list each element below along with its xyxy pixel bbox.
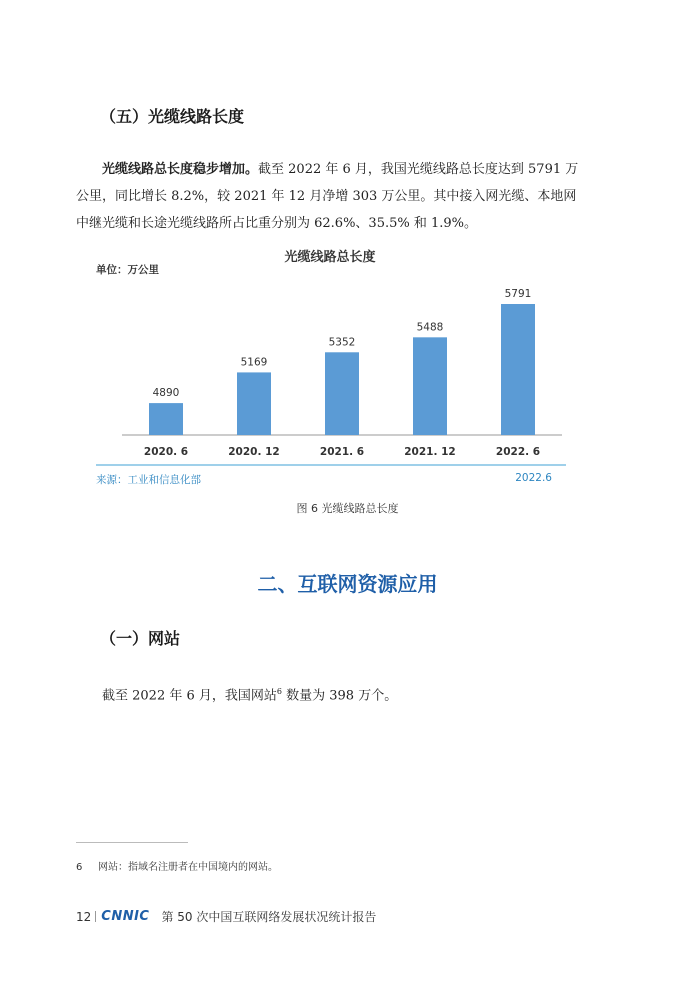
footnote-divider bbox=[76, 842, 188, 843]
chart-plot bbox=[88, 240, 572, 465]
chart-date: 2022.6 bbox=[515, 472, 552, 484]
chart-divider bbox=[96, 464, 566, 466]
chart-bar bbox=[237, 372, 271, 435]
x-tick-label: 2020. 6 bbox=[143, 446, 189, 458]
paragraph-text: 截至 2022 年 6 月，我国光缆线路总长度达到 5791 万 bbox=[258, 162, 579, 177]
chart-unit-label: 单位：万公里 bbox=[96, 264, 159, 276]
paragraph-website bbox=[102, 678, 397, 709]
data-label: 5169 bbox=[240, 356, 268, 369]
footer-separator bbox=[95, 911, 96, 922]
paragraph-text: 数量为 398 万个。 bbox=[281, 688, 398, 704]
section-heading: （五）光缆线路长度 bbox=[100, 107, 245, 126]
chart-bar bbox=[325, 352, 359, 435]
chart-title: 光缆线路总长度 bbox=[284, 250, 376, 265]
chart-source: 来源：工业和信息化部 bbox=[96, 474, 201, 486]
paragraph-line: 中继光缆和长途光缆线路所占比重分别为 62.6%、35.5% 和 1.9%。 bbox=[76, 216, 478, 231]
data-label: 5352 bbox=[328, 336, 356, 349]
chart-bar bbox=[149, 403, 183, 435]
report-title: 第 50 次中国互联网络发展状况统计报告 bbox=[161, 910, 377, 924]
chart-bar bbox=[501, 304, 535, 435]
subsection-heading: （一）网站 bbox=[100, 629, 181, 648]
footnote-ref[interactable]: 6 bbox=[276, 687, 282, 696]
cnnic-logo: CNNIC bbox=[101, 909, 150, 924]
x-tick-label: 2021. 6 bbox=[319, 446, 365, 458]
bar-chart bbox=[88, 240, 572, 495]
data-label: 4890 bbox=[152, 387, 180, 400]
paragraph-lead: 光缆线路总长度稳步增加。 bbox=[102, 162, 259, 177]
page-footer bbox=[76, 908, 376, 925]
footnote-text: 网站：指域名注册者在中国境内的网站。 bbox=[98, 862, 278, 873]
x-tick-label: 2022. 6 bbox=[495, 446, 541, 458]
paragraph-line: 公里，同比增长 8.2%，较 2021 年 12 月净增 303 万公里。其中接入网光缆、本地网 bbox=[76, 189, 577, 204]
chart-bar bbox=[413, 337, 447, 435]
footnote bbox=[76, 858, 278, 873]
x-tick-label: 2020. 12 bbox=[228, 446, 280, 458]
paragraph-fiber bbox=[76, 156, 588, 237]
paragraph-line bbox=[76, 156, 588, 183]
paragraph-text: 截至 2022 年 6 月，我国网站 bbox=[102, 688, 277, 704]
footnote-number: 6 bbox=[76, 862, 83, 873]
page-number: 12 bbox=[76, 909, 92, 924]
x-tick-label: 2021. 12 bbox=[404, 446, 456, 458]
chapter-heading: 二、互联网资源应用 bbox=[257, 572, 438, 596]
figure-caption: 图 6 光缆线路总长度 bbox=[296, 502, 399, 515]
data-label: 5791 bbox=[504, 288, 532, 300]
data-label: 5488 bbox=[416, 321, 444, 334]
